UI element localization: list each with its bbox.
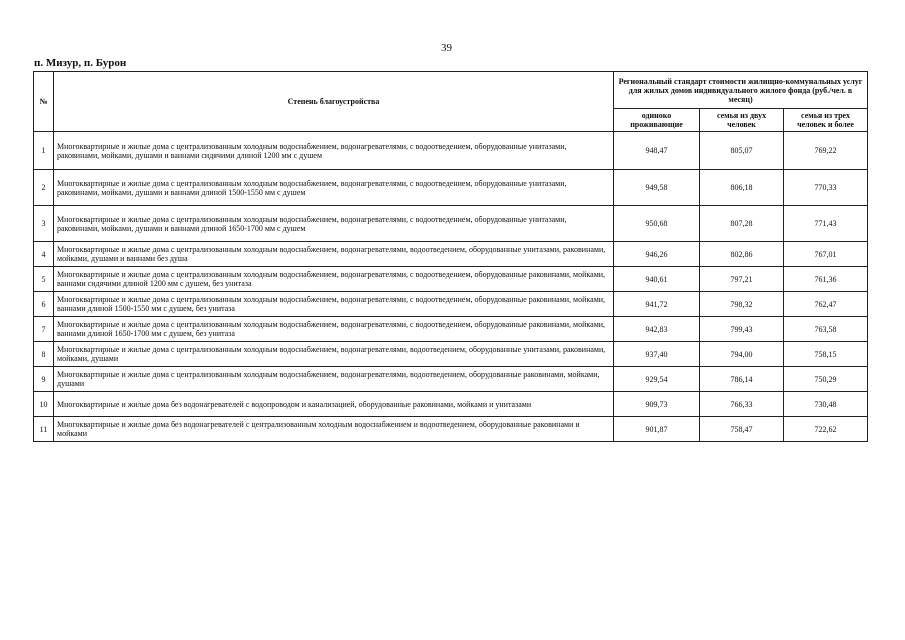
value-two-persons: 797,21 <box>700 267 784 292</box>
value-single: 948,47 <box>614 132 700 170</box>
value-single: 929,54 <box>614 367 700 392</box>
page-number: 39 <box>441 42 452 54</box>
row-number: 6 <box>34 292 54 317</box>
row-number: 7 <box>34 317 54 342</box>
header-group: Региональный стандарт стоимости жилищно-коммунальных услуг для жилых домов индивидуального жилого фонда (руб./чел. в месяц) <box>614 72 868 109</box>
value-three-persons: 758,15 <box>784 342 868 367</box>
table-row <box>34 206 868 242</box>
value-single: 941,72 <box>614 292 700 317</box>
table-row <box>34 170 868 206</box>
value-two-persons: 794,00 <box>700 342 784 367</box>
header-single: одиноко проживающие <box>614 109 700 132</box>
value-two-persons: 799,43 <box>700 317 784 342</box>
row-number: 5 <box>34 267 54 292</box>
row-description: Многоквартирные и жилые дома с централизованным холодным водоснабжением, водонагревателями, с водоотведением, оборудованные унитазами, раковинами, мойками, душами и ваннами длиной 1650-1700 мм с душем <box>54 206 614 242</box>
header-description: Степень благоустройства <box>54 72 614 132</box>
value-three-persons: 722,62 <box>784 417 868 442</box>
header-two-persons: семья из двух человек <box>700 109 784 132</box>
row-description: Многоквартирные и жилые дома с централизованным холодным водоснабжением, водонагревателями, с водоотведением, оборудованные унитазами, раковинами, мойками, душами и ваннами длиной 1500-1550 мм с душем <box>54 170 614 206</box>
row-number: 10 <box>34 392 54 417</box>
row-description: Многоквартирные и жилые дома с централизованным холодным водоснабжением, водонагревателями, с водоотведением, оборудованные раковинами, мойками, ваннами длиной 1500-1550 мм с душем, без унитаза <box>54 292 614 317</box>
table-row <box>34 317 868 342</box>
row-description: Многоквартирные и жилые дома с централизованным холодным водоснабжением, водонагревателями, с водоотведением, оборудованные раковинами, мойками, ваннами сидячими длиной 1200 мм с душем, без унитаза <box>54 267 614 292</box>
value-three-persons: 750,29 <box>784 367 868 392</box>
value-single: 937,40 <box>614 342 700 367</box>
value-three-persons: 769,22 <box>784 132 868 170</box>
value-three-persons: 767,01 <box>784 242 868 267</box>
row-number: 1 <box>34 132 54 170</box>
table-row <box>34 267 868 292</box>
value-three-persons: 770,33 <box>784 170 868 206</box>
value-three-persons: 763,58 <box>784 317 868 342</box>
row-number: 11 <box>34 417 54 442</box>
header-number: № <box>34 72 54 132</box>
value-two-persons: 786,14 <box>700 367 784 392</box>
row-description: Многоквартирные и жилые дома с централизованным холодным водоснабжением, водонагревателями, водоотведением, оборудованные унитазами, раковинами, мойками, душами <box>54 342 614 367</box>
locality-title: п. Мизур, п. Бурон <box>34 57 127 69</box>
value-single: 940,61 <box>614 267 700 292</box>
row-description: Многоквартирные и жилые дома с централизованным холодным водоснабжением, водонагревателями, водоотведением, оборудованные унитазами, раковинами, мойками, душами и ваннами без душа <box>54 242 614 267</box>
row-number: 8 <box>34 342 54 367</box>
row-description: Многоквартирные и жилые дома с централизованным холодным водоснабжением, водонагревателями, с водоотведением, оборудованные унитазами, раковинами, мойками, душами и ваннами сидячими длиной 1200 мм с душем <box>54 132 614 170</box>
value-three-persons: 762,47 <box>784 292 868 317</box>
row-number: 9 <box>34 367 54 392</box>
row-number: 3 <box>34 206 54 242</box>
value-three-persons: 771,43 <box>784 206 868 242</box>
value-single: 901,87 <box>614 417 700 442</box>
table-row <box>34 417 868 442</box>
value-two-persons: 807,28 <box>700 206 784 242</box>
value-single: 942,83 <box>614 317 700 342</box>
table-row <box>34 392 868 417</box>
row-description: Многоквартирные и жилые дома с централизованным холодным водоснабжением, водонагревателями, водоотведением, оборудованные раковинами, мойками, душами <box>54 367 614 392</box>
row-description: Многоквартирные и жилые дома без водонагревателей с водопроводом и канализацией, оборудованные раковинами, мойками и унитазами <box>54 392 614 417</box>
table-row <box>34 292 868 317</box>
value-three-persons: 730,48 <box>784 392 868 417</box>
value-two-persons: 806,18 <box>700 170 784 206</box>
value-single: 909,73 <box>614 392 700 417</box>
value-two-persons: 766,33 <box>700 392 784 417</box>
tariff-table <box>33 71 868 442</box>
value-three-persons: 761,36 <box>784 267 868 292</box>
value-single: 949,58 <box>614 170 700 206</box>
value-two-persons: 758,47 <box>700 417 784 442</box>
value-single: 950,68 <box>614 206 700 242</box>
header-three-persons: семья из трех человек и более <box>784 109 868 132</box>
row-number: 4 <box>34 242 54 267</box>
value-two-persons: 805,07 <box>700 132 784 170</box>
table-row <box>34 342 868 367</box>
row-description: Многоквартирные и жилые дома с централизованным холодным водоснабжением, водонагревателями, с водоотведением, оборудованные раковинами, мойками, ваннами длиной 1650-1700 мм с душем, без унитаза <box>54 317 614 342</box>
table-row <box>34 132 868 170</box>
value-two-persons: 802,86 <box>700 242 784 267</box>
value-single: 946,26 <box>614 242 700 267</box>
value-two-persons: 798,32 <box>700 292 784 317</box>
table-row <box>34 367 868 392</box>
table-body <box>34 132 868 442</box>
row-number: 2 <box>34 170 54 206</box>
row-description: Многоквартирные и жилые дома без водонагревателей с централизованным холодным водоснабжением и водоотведением, оборудованные раковинами и мойками <box>54 417 614 442</box>
table-row <box>34 242 868 267</box>
